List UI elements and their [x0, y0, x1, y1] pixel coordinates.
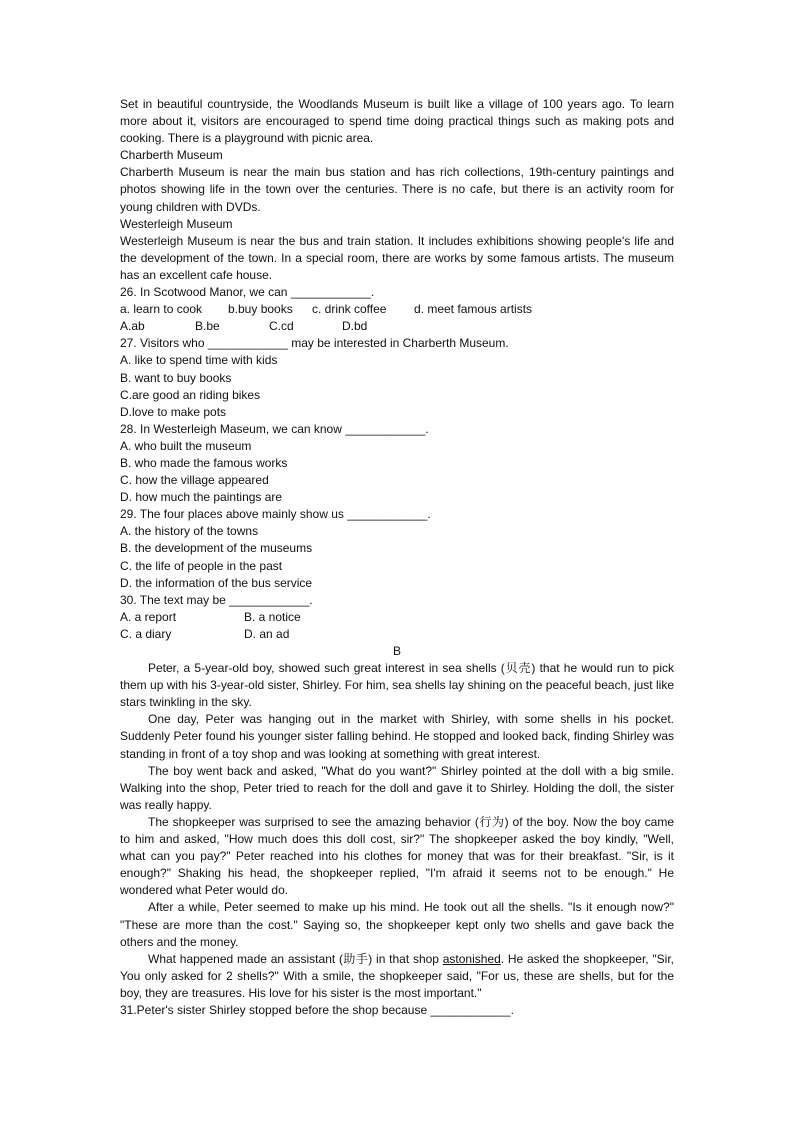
story-paragraph-5: After a while, Peter seemed to make up his mind. He took out all the shells. "Is it enough now?" "These are more than the cost." Saying so, the shopkeeper kept only two shells and gave back the others and the money. — [120, 900, 674, 949]
option: B. a notice — [244, 609, 301, 624]
charberth-paragraph: Charberth Museum is near the main bus station and has rich collections, 19th-century paintings and photos showing life in the town over the centuries. There is no cafe, but there is an activity room for young children with DVDs. — [120, 165, 674, 214]
option: B. the development of the museums — [120, 541, 313, 556]
question-30: 30. The text may be ____________. — [120, 592, 313, 607]
option: D.love to make pots — [120, 404, 227, 419]
westerleigh-title: Westerleigh Museum — [120, 216, 233, 231]
choice: C.cd — [269, 319, 294, 334]
question-31: 31.Peter's sister Shirley stopped before the shop because ____________. — [120, 1002, 514, 1017]
woodlands-paragraph: Set in beautiful countryside, the Woodlands Museum is built like a village of 100 years ago. To learn more about it, visitors are encouraged to spend time doing practical things such as making pots and cooking. There is a playground with picnic area. — [120, 97, 674, 146]
option: C. a diary — [120, 626, 172, 641]
option: C.are good an riding bikes — [120, 387, 261, 402]
question-27: 27. Visitors who ____________ may be interested in Charberth Museum. — [120, 336, 509, 351]
option: A. the history of the towns — [120, 524, 259, 539]
story-text: . He asked the shopkeeper, "Sir, You only asked for 2 shells?" With a smile, the shopkeeper said, "For us, these are shells, but for the boy, they are treasures. His love for his sister is the most important." — [120, 951, 674, 1000]
underlined-word: astonished — [442, 951, 501, 966]
option: C. the life of people in the past — [120, 558, 283, 573]
option: b.buy books — [228, 302, 293, 317]
option: D. an ad — [244, 626, 290, 641]
choice: A.ab — [120, 319, 145, 334]
option: C. how the village appeared — [120, 473, 269, 488]
option: A. like to spend time with kids — [120, 353, 278, 368]
story-paragraph-3: The boy went back and asked, "What do you want?" Shirley pointed at the doll with a big smile. Walking into the shop, Peter tried to reach for the doll and gave it to Shirley. Holding the doll, the sister was really happy. — [120, 763, 674, 812]
option: c. drink coffee — [312, 302, 387, 317]
question-26: 26. In Scotwood Manor, we can ____________. — [120, 285, 375, 300]
story-paragraph-4: The shopkeeper was surprised to see the amazing behavior (行为) of the boy. Now the boy came to him and asked, "How much does this doll cost, sir?" The shopkeeper asked the boy kindly, "Well, what can you pay?" Peter reached into his clothes for money that was for their breakfast. "Sir, is it enough?" Shaking his head, the shopkeeper replied, "I'm afraid it seems not to be enough." He wondered what Peter would do. — [120, 814, 674, 898]
charberth-title: Charberth Museum — [120, 148, 223, 163]
section-heading-b: B — [392, 644, 401, 658]
option: a. learn to cook — [120, 302, 203, 317]
question-30-options-row1 — [120, 609, 674, 626]
option: B. who made the famous works — [120, 455, 288, 470]
option: A. a report — [120, 609, 177, 624]
option: B. want to buy books — [120, 370, 232, 385]
story-paragraph-6 — [120, 951, 674, 1002]
question-26-statements — [120, 301, 674, 318]
choice: D.bd — [342, 319, 368, 334]
question-28: 28. In Westerleigh Maseum, we can know ____________. — [120, 421, 429, 436]
question-29: 29. The four places above mainly show us ____________. — [120, 507, 431, 522]
option: D. how much the paintings are — [120, 490, 283, 505]
document-page — [120, 96, 674, 1019]
option: d. meet famous artists — [414, 302, 533, 317]
option: D. the information of the bus service — [120, 575, 313, 590]
story-text: What happened made an assistant (助手) in that shop — [148, 951, 443, 966]
question-30-options-row2 — [120, 626, 674, 643]
choice: B.be — [195, 319, 220, 334]
story-paragraph-1: Peter, a 5-year-old boy, showed such great interest in sea shells (贝壳) that he would run to pick them up with his 3-year-old sister, Shirley. For him, sea shells lay shining on the peaceful beach, just like stars twinkling in the sky. — [120, 661, 674, 710]
story-paragraph-2: One day, Peter was hanging out in the market with Shirley, with some shells in his pocket. Suddenly Peter found his younger sister falling behind. He stopped and looked back, finding Shirley was standing in front of a toy shop and was looking at something with great interest. — [120, 712, 674, 761]
option: A. who built the museum — [120, 438, 252, 453]
westerleigh-paragraph: Westerleigh Museum is near the bus and train station. It includes exhibitions showing people's life and the development of the town. In a special room, there are works by some famous artists. The museum has an excellent cafe house. — [120, 233, 674, 282]
question-26-choices — [120, 318, 674, 335]
